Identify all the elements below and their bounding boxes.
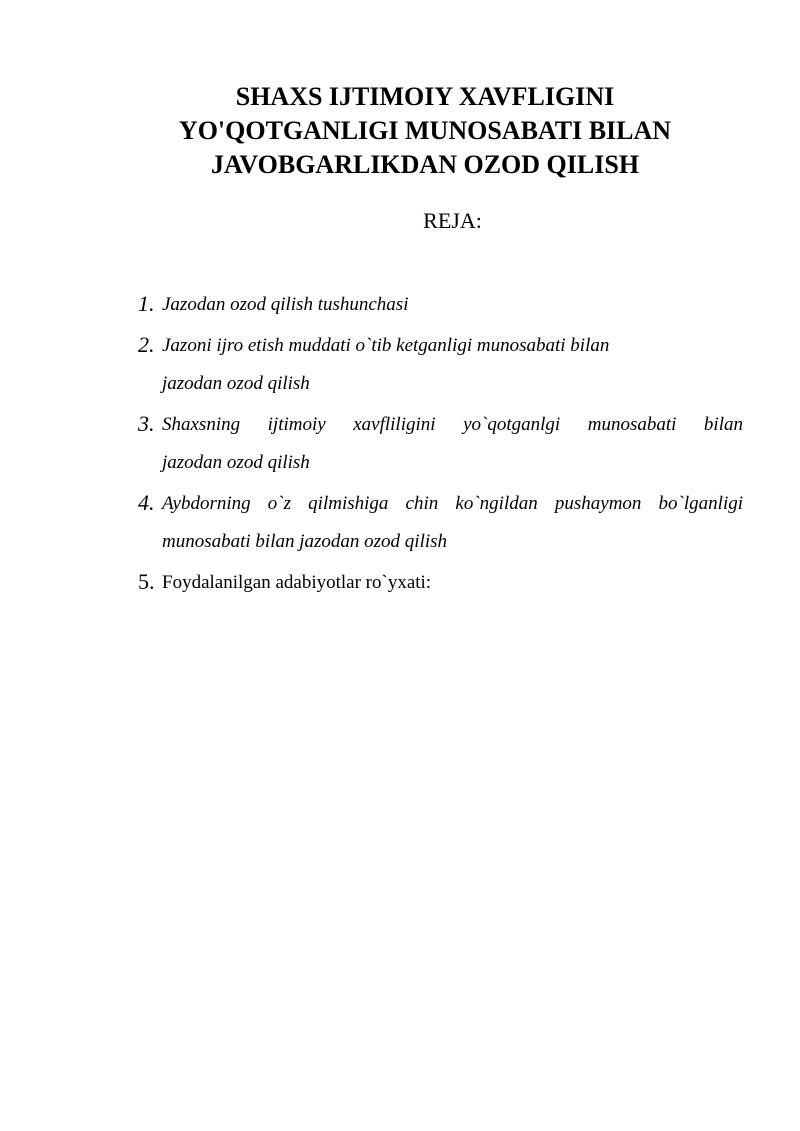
plan-list (138, 286, 743, 605)
title-line: SHAXS IJTIMOIY XAVFLIGINI (235, 82, 615, 111)
plan-item-line: Jazoni ijro etish muddati o`tib ketganligi munosabati bilan (162, 335, 610, 356)
plan-item-number: 2. (138, 332, 155, 357)
plan-item-text (162, 286, 743, 324)
plan-item-line: jazodan ozod qilish (162, 373, 310, 394)
plan-item-2 (138, 327, 743, 403)
plan-item-line: Aybdorning o`z qilmishiga chin ko`ngildan pushaymon bo`lganligi (162, 493, 743, 514)
plan-item-line: Foydalanilgan adabiyotlar ro`yxati: (162, 572, 432, 593)
plan-heading: REJA: (423, 208, 482, 233)
plan-item-line: munosabati bilan jazodan ozod qilish (162, 531, 448, 552)
plan-item-line: Shaxsning ijtimoiy xavfliligini yo`qotganlgi munosabati bilan (162, 414, 743, 435)
plan-item-text (162, 327, 743, 403)
plan-item-line: jazodan ozod qilish (162, 452, 310, 473)
plan-item-number: 3. (138, 411, 155, 436)
plan-item-4 (138, 485, 743, 561)
plan-item-number: 5. (138, 569, 155, 594)
plan-item-line: Jazodan ozod qilish tushunchasi (162, 294, 409, 315)
title-line: JAVOBGARLIKDAN OZOD QILISH (210, 150, 640, 179)
plan-item-text (162, 564, 743, 602)
title-line: YO'QOTGANLIGI MUNOSABATI BILAN (178, 116, 672, 145)
plan-item-text (162, 485, 743, 561)
plan-item-3 (138, 406, 743, 482)
plan-item-5 (138, 564, 743, 602)
plan-item-text (162, 406, 743, 482)
document-title (100, 80, 750, 182)
plan-item-number: 1. (138, 291, 155, 316)
plan-item-1 (138, 286, 743, 324)
plan-item-number: 4. (138, 490, 155, 515)
